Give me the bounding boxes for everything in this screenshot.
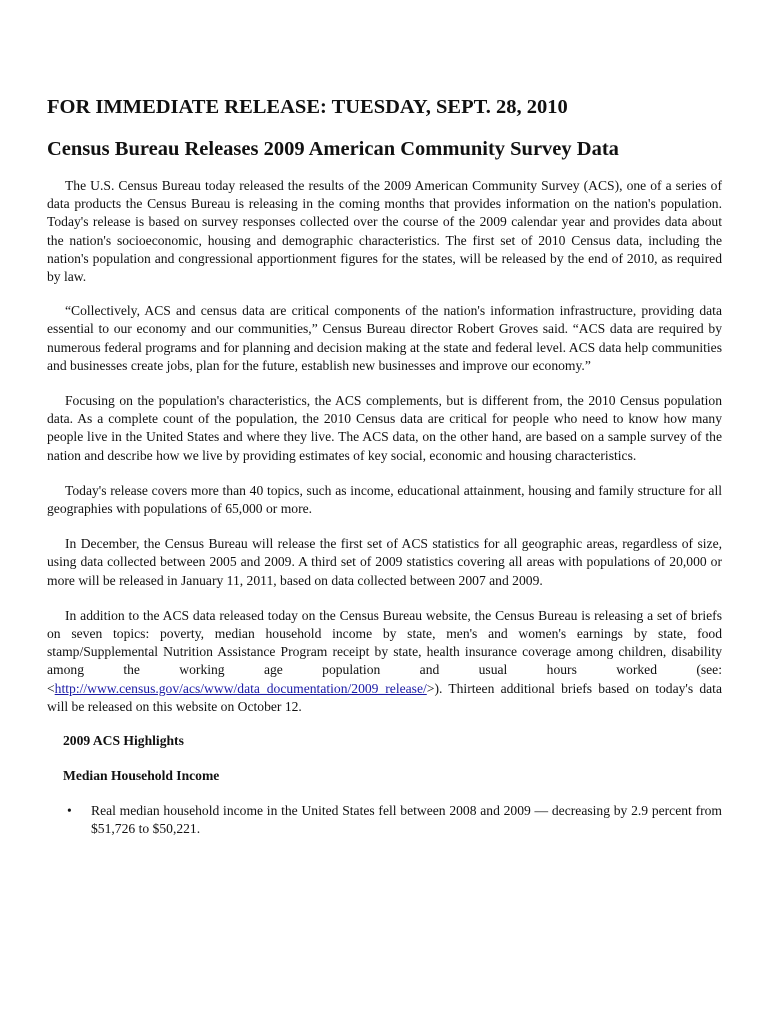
paragraph-acs-vs-census: Focusing on the population's characteristics, the ACS complements, but is different from, the 2010 Census population data. As a complete count of the population, the 2010 Census data are critical for people who need to know how many people live in the United States and where they live. The ACS data, on the other hand, are based on a sample survey of the nation and describe how we live by providing estimates of key social, economic and housing characteristics. (47, 393, 722, 463)
paragraph-briefs (47, 607, 722, 716)
median-income-heading: Median Household Income (63, 768, 220, 784)
bullet-text: Real median household income in the United States fell between 2008 and 2009 — decreasing by 2.9 percent from $51,726 to $50,221. (91, 803, 722, 837)
paragraph-topics: Today's release covers more than 40 topics, such as income, educational attainment, housing and family structure for all geographies with populations of 65,000 or more. (47, 482, 722, 517)
briefs-text-after-link: >). Thirteen additional briefs based on today's data will be released on this website on October 12. (47, 680, 722, 714)
census-release-link[interactable]: http://www.census.gov/acs/www/data_documentation/2009_release/ (54, 680, 427, 696)
paragraph-intro: The U.S. Census Bureau today released the results of the 2009 American Community Survey (ACS), one of a series of data products the Census Bureau is releasing in the coming months that provides information on the nation's population. Today's release is based on survey responses collected over the course of the 2009 calendar year and provides data about the nation's socioeconomic, housing and demographic characteristics. The first set of 2010 Census data, including the nation's population and congressional apportionment figures for the states, will be released by the end of 2010, as required by law. (47, 178, 722, 285)
release-date-line: FOR IMMEDIATE RELEASE: TUESDAY, SEPT. 28, 2010 (47, 96, 568, 118)
bullet-icon: • (67, 803, 72, 819)
press-release-document (47, 94, 722, 838)
paragraph-groves-quote: “Collectively, ACS and census data are critical components of the nation's information infrastructure, providing data essential to our economy and our communities,” Census Bureau director Robert Groves said. “ACS data are required by numerous federal programs and for planning and decision making at the state and federal level. ACS data help communities and businesses create jobs, plan for the future, establish new businesses and improve our economy.” (47, 303, 722, 373)
briefs-text-before-link: In addition to the ACS data released today on the Census Bureau website, the Census Bureau is releasing a set of briefs on seven topics: poverty, median household income by state, men's and women's earnings by state, food stamp/Supplemental Nutrition Assistance Program receipt by state, health insurance coverage among children, disability among the working age population and usual hours worked (see: < (47, 607, 722, 696)
highlights-heading: 2009 ACS Highlights (63, 733, 184, 749)
highlights-list (47, 802, 722, 838)
headline: Census Bureau Releases 2009 American Community Survey Data (47, 138, 619, 160)
list-item (47, 802, 722, 838)
paragraph-december-release: In December, the Census Bureau will release the first set of ACS statistics for all geographic areas, regardless of size, using data collected between 2005 and 2009. A third set of 2009 statistics covering all areas with populations of 20,000 or more will be released in January 11, 2011, based on data collected between 2007 and 2009. (47, 536, 722, 588)
